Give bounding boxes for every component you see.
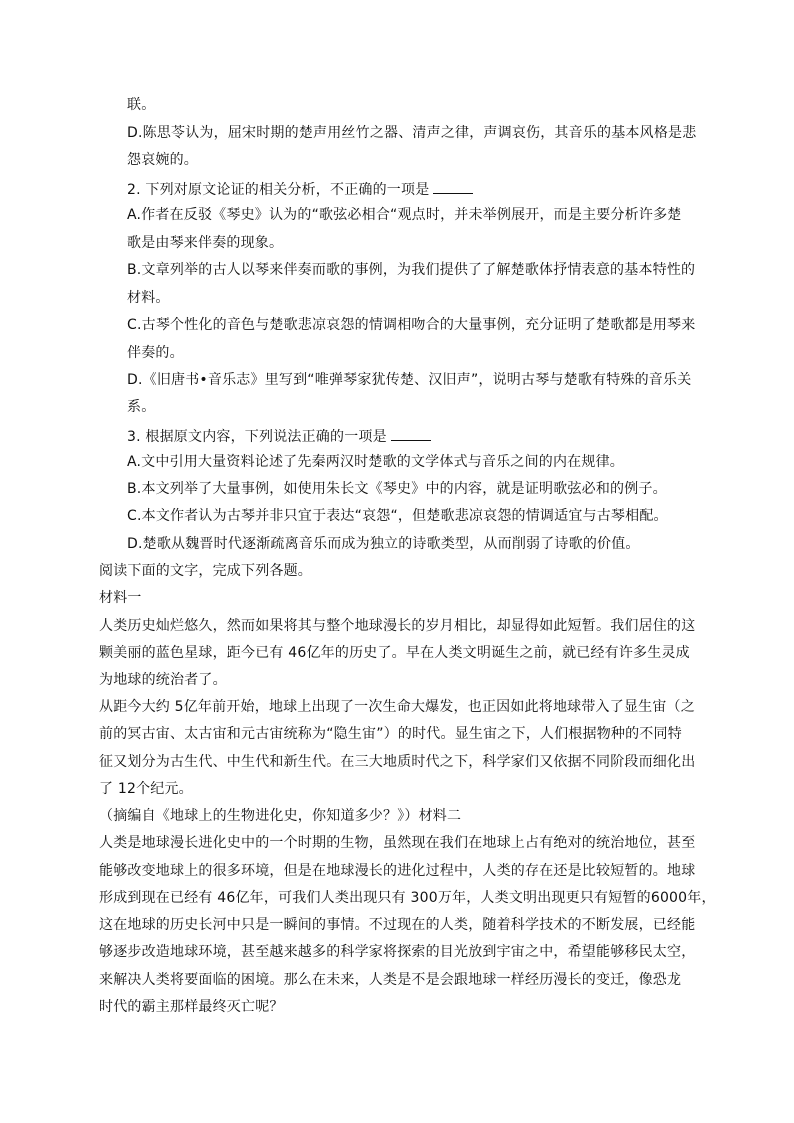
question-2-text: 2. 下列对原文论证的相关分析，不正确的一项是 [127, 182, 430, 198]
option-c-q2: C.古琴个性化的音色与楚歌悲凉哀怨的情调相吻合的大量事例，充分证明了楚歌都是用琴来 [127, 317, 696, 333]
paragraph-line: 来解决人类将要面临的困境。那么在未来，人类是不是会跟地球一样经历漫长的变迁，像恐龙 [99, 972, 682, 988]
text-line: 怨哀婉的。 [127, 152, 198, 168]
paragraph-line: 形成到现在已经有 46亿年，可我们人类出现只有 300万年，人类文明出现更只有短暂的6000年， [99, 890, 716, 906]
option-a-q3: A.文中引用大量资料论述了先秦两汉时楚歌的文学体式与音乐之间的内在规律。 [127, 454, 624, 470]
paragraph-line: 能够改变地球上的很多环境，但是在地球漫长的进化过程中，人类的存在还是比较短暂的。地球 [99, 863, 696, 879]
paragraph-line: 这在地球的历史长河中只是一瞬间的事情。不过现在的人类，随着科学技术的不断发展，已经能 [99, 917, 696, 933]
paragraph-line: 为地球的统治者了。 [99, 672, 227, 688]
option-b-q3: B.本文列举了大量事例，如使用朱长文《琴史》中的内容，就是证明歌弦必和的例子。 [127, 481, 667, 497]
text-line: 歌是由琴来伴奏的现象。 [127, 235, 284, 251]
paragraph-line: 了 12个纪元。 [99, 781, 193, 797]
option-d-q1: D.陈思苓认为，屈宋时期的楚声用丝竹之器、清声之律，声调哀伤，其音乐的基本风格是悲 [127, 125, 697, 141]
question-3-text: 3. 根据原文内容，下列说法正确的一项是 [127, 429, 387, 445]
answer-blank[interactable] [433, 179, 473, 194]
question-2 [127, 179, 473, 199]
paragraph-line: 够逐步改造地球环境，甚至越来越多的科学家将探索的目光放到宇宙之中，希望能够移民太空， [99, 944, 696, 960]
text-line: 材料。 [127, 290, 170, 306]
paragraph-line: 时代的霸主那样最终灭亡呢？ [99, 999, 284, 1015]
paragraph-line: 从距今大约 5亿年前开始，地球上出现了一次生命大爆发，也正因如此将地球带入了显生宙（之 [99, 699, 695, 715]
option-d-q2: D.《旧唐书•音乐志》里写到“唯弹琴家犹传楚、汉旧声”，说明古琴与楚歌有特殊的音乐关 [127, 372, 692, 388]
reading-instruction: 阅读下面的文字，完成下列各题。 [99, 563, 312, 579]
answer-blank[interactable] [391, 426, 431, 441]
paragraph-line: 前的冥古宙、太古宙和元古宙统称为“隐生宙”）的时代。显生宙之下，人们根据物种的不同特 [99, 726, 682, 742]
paragraph-line: 征又划分为古生代、中生代和新生代。在三大地质时代之下，科学家们又依据不同阶段而细化出 [99, 754, 696, 770]
paragraph-line: 人类历史灿烂悠久，然而如果将其与整个地球漫长的岁月相比，却显得如此短暂。我们居住的这 [99, 618, 696, 634]
source-citation: （摘编自《地球上的生物进化史，你知道多少？》）材料二 [99, 808, 462, 824]
material-1-heading: 材料一 [99, 590, 142, 606]
option-c-q3: C.本文作者认为古琴并非只宜于表达“哀怨“，但楚歌悲凉哀怨的情调适宜与古琴相配。 [127, 508, 668, 524]
text-line: 伴奏的。 [127, 345, 184, 361]
paragraph-line: 人类是地球漫长进化史中的一个时期的生物，虽然现在我们在地球上占有绝对的统治地位，甚至 [99, 835, 696, 851]
text-line: 系。 [127, 399, 156, 415]
text-line: 联。 [127, 97, 156, 113]
question-3 [127, 426, 431, 446]
paragraph-line: 颗美丽的蓝色星球，距今已有 46亿年的历史了。早在人类文明诞生之前，就已经有许多生灵成 [99, 645, 690, 661]
option-b-q2: B.文章列举的古人以琴来伴奏而歌的事例，为我们提供了了解楚歌体抒情表意的基本特性的 [127, 262, 696, 278]
option-a-q2: A.作者在反驳《琴史》认为的“歌弦必相合“观点时，并未举例展开，而是主要分析许多楚 [127, 207, 682, 223]
option-d-q3: D.楚歌从魏晋时代逐渐疏离音乐而成为独立的诗歌类型，从而削弱了诗歌的价值。 [127, 536, 640, 552]
